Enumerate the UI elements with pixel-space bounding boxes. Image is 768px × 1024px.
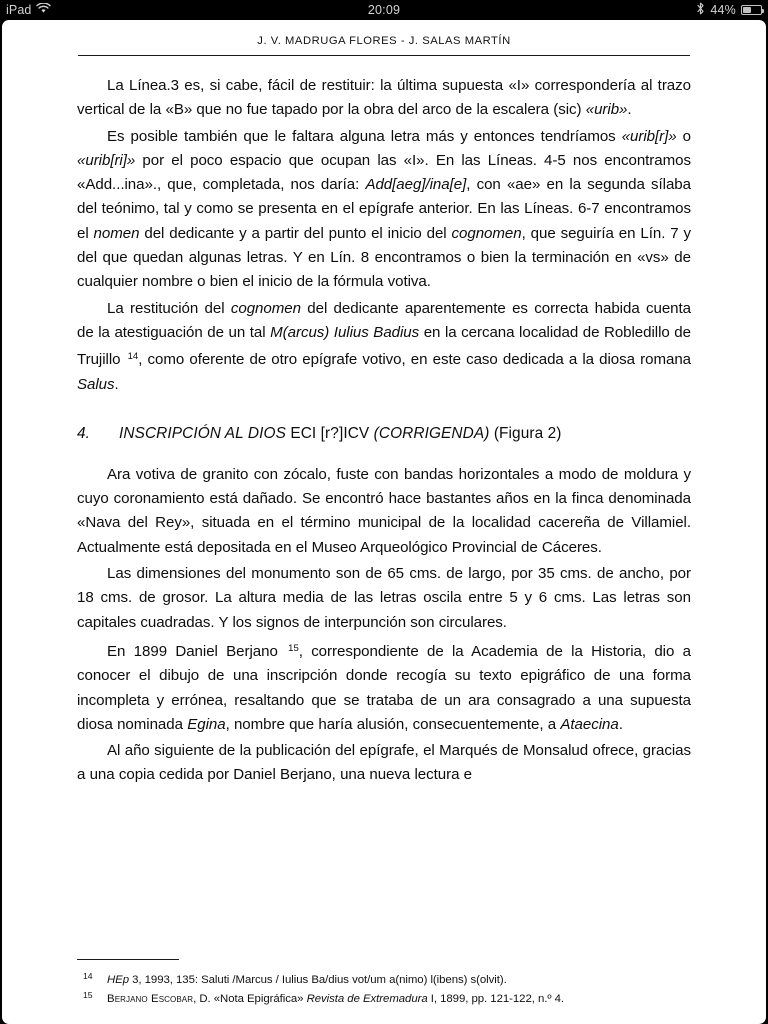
heading-roman-run: (Figura 2) [489, 424, 562, 442]
section-number: 4. [77, 424, 91, 442]
text-run: . [618, 715, 623, 733]
text-run: . [627, 101, 632, 119]
text-run: En 1899 Daniel Berjano [107, 642, 287, 660]
footnote-text [107, 972, 691, 989]
italic-run: «urib[ri]» [77, 151, 136, 169]
paragraph [77, 297, 691, 397]
section-heading [77, 423, 691, 445]
italic-run: cognomen [451, 224, 522, 242]
text-run: , que seguiría en Lín. 7 y del que quedan algunas letras. Y en Lín. 8 encontramos o bien la terminación en «vs» de cualquier nombre o bien el inicio de la fórmula votiva. [77, 224, 691, 291]
battery-fill [743, 7, 751, 13]
footnote-item [77, 972, 691, 989]
footnote-marker: 14 [83, 971, 93, 981]
bluetooth-icon [696, 2, 705, 18]
footnote-item [77, 991, 691, 1008]
text-run: . [114, 375, 119, 393]
footnote-separator-rule [77, 959, 179, 960]
italic-run: Salus [77, 375, 115, 393]
document-page[interactable] [2, 20, 766, 1024]
footnote-marker: 15 [83, 990, 93, 1000]
heading-italic-run: INSCRIPCIÓN AL DIOS [119, 424, 286, 442]
text-run: I, 1899, pp. 121-122, n.º 4. [427, 993, 564, 1005]
italic-run: Add[aeg]/ina[e] [365, 176, 467, 194]
text-run: , con «ae» en la segunda sílaba del teónimo, tal y como se presenta en el epígrafe anterior. En las Líneas. 6-7 encontramos el [77, 176, 691, 242]
text-run: , como oferente de otro epígrafe votivo, en este caso dedicada a la diosa romana [138, 351, 692, 369]
text-run: , D. «Nota Epigráfica» [193, 993, 307, 1005]
text-run: Las dimensiones del monumento son de 65 cms. de largo, por 35 cms. de ancho, por 18 cms. de grosor. La altura media de las letras oscila entre 5 y 6 cms. Las letras son capitales cuadradas. Y los signos de interpunción son circulares. [77, 565, 691, 631]
italic-run: cognomen [230, 299, 301, 317]
body-text-column [77, 56, 691, 788]
battery-percent-label: 44% [710, 3, 736, 17]
text-run: Ara votiva de granito con zócalo, fuste con bandas horizontales a modo de moldura y cuyo coronamiento está dañado. Se encontró hace bastantes años en la finca denominada «Nava del Rey», situada en el término municipal de la localidad cacereña de Villamiel. Actualmente está depositada en el Museo Arqueológico Provincial de Cáceres. [77, 465, 691, 556]
italic-run: «urib» [585, 101, 628, 119]
italic-run: nomen [93, 224, 140, 242]
text-run: o [676, 127, 691, 145]
heading-italic-run: (CORRIGENDA) [373, 424, 490, 442]
status-bar-right [400, 2, 762, 18]
text-run: La restitución del [107, 299, 231, 317]
device-name-label: iPad [6, 3, 32, 17]
italic-run: Revista de Extremadura [306, 993, 428, 1005]
italic-run: Ataecina [560, 715, 619, 733]
status-bar-clock: 20:09 [367, 3, 401, 17]
footnote-reference: 15 [288, 642, 299, 654]
italic-run: M(arcus) Iulius Badius [270, 323, 420, 341]
paragraph [77, 739, 691, 788]
italic-run: Egina [187, 715, 226, 733]
text-run: 3, 1993, 135: Saluti /Marcus / Iulius Ba/dius vot/um a(nimo) l(ibens) s(olvit). [129, 974, 507, 986]
footnote-text [107, 991, 691, 1008]
italic-run: HEp [107, 974, 130, 986]
text-run: por el poco espacio que ocupan las «I». En las Líneas. 4-5 nos encontramos «Add...ina»., que, completada, nos daría: [77, 151, 691, 194]
paragraph [77, 125, 691, 295]
page-content [2, 20, 766, 1024]
footnote-list [77, 972, 691, 1008]
paragraphs-after-heading [77, 463, 691, 788]
battery-icon [741, 5, 762, 15]
text-run: Es posible también que le faltara alguna letra más y entonces tendríamos [107, 127, 622, 145]
wifi-icon [36, 3, 51, 17]
text-run: , nombre que haría alusión, consecuentemente, a [225, 715, 561, 733]
paragraph [77, 74, 691, 123]
footnotes-block [77, 959, 691, 1010]
small-caps-run: Berjano Escobar [107, 993, 194, 1005]
footnote-reference: 14 [127, 351, 139, 363]
ios-status-bar [0, 0, 768, 20]
paragraph [77, 463, 691, 560]
text-run: La Línea.3 es, si cabe, fácil de restituir: la última supuesta «I» correspondería al trazo vertical de la «B» que no fue tapado por la obra del arco de la escalera (sic) [77, 77, 691, 119]
text-run: del dedicante aparentemente es correcta habida cuenta de la atestiguación de un tal [77, 299, 692, 341]
heading-roman-run: ECI [r?]ICV [285, 424, 374, 442]
text-run: en la cercana localidad de Robledillo de Trujillo [77, 323, 691, 369]
text-run: del dedicante y a partir del punto el inicio del [139, 224, 452, 242]
section-heading-text [119, 425, 562, 442]
text-run: , correspondiente de la Academia de la Historia, dio a conocer el dibujo de una inscripción donde recogía su texto epigráfico de una forma incompleta y errónea, resaltando que se trataba de un ara consagrado a una supuesta diosa nominada [77, 642, 691, 733]
paragraph [77, 637, 691, 737]
text-run: Al año siguiente de la publicación del epígrafe, el Marqués de Monsalud ofrece, gracias a una copia cedida por Daniel Berjano, una nueva lectura e [77, 742, 691, 784]
paragraphs-before-heading [77, 74, 691, 397]
italic-run: «urib[r]» [621, 127, 677, 145]
running-head: J. V. MADRUGA FLORES - J. SALAS MARTÍN [257, 35, 511, 47]
paragraph [77, 562, 691, 635]
status-bar-left [6, 3, 368, 17]
